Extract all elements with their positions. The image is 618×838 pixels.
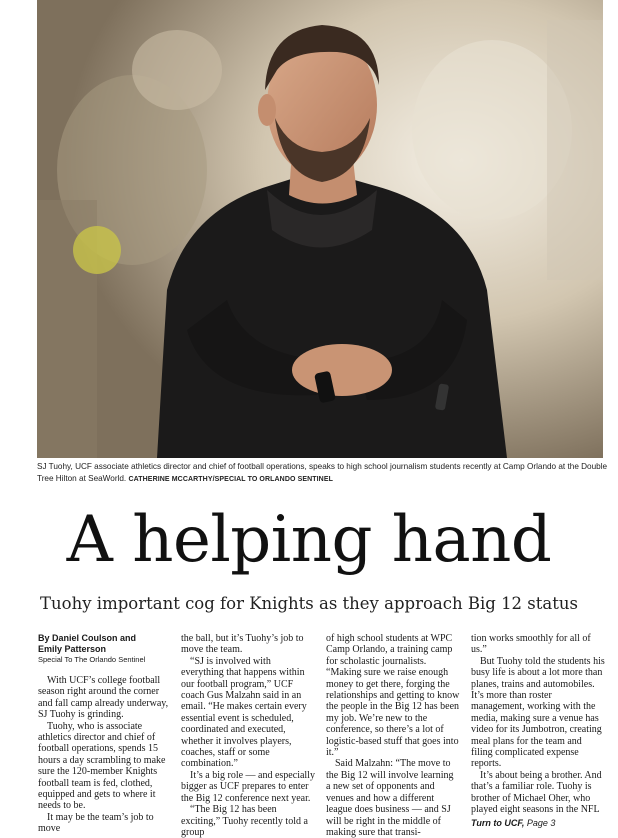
- lead-photo: [37, 0, 603, 458]
- paragraph: “SJ is involved with everything that happens within our football program,” UCF coach Gus Malzahn said in an email. “He makes certain every essential event is scheduled, coordinated and executed, whether it involves players, coaches, staff or some combination.”: [181, 655, 307, 770]
- paragraph: tion works smoothly for all of us.”: [471, 633, 591, 656]
- caption-text: SJ Tuohy, UCF associate athletics director and chief of football operations, speaks to high school journalism students recently at Camp Orlando at the Double Tree Hilton at SeaWorld.: [37, 462, 608, 483]
- jump-label: Turn to UCF,: [471, 817, 525, 828]
- paragraph: the ball, but it’s Tuohy’s job to move the team.: [181, 633, 304, 656]
- headline: A helping hand: [66, 503, 552, 577]
- speaker-photo-illustration: [37, 0, 603, 458]
- paragraph: It may be the team’s job to move: [38, 811, 154, 835]
- byline-authors-1: By Daniel Coulson and: [38, 633, 137, 643]
- article-column-3: [326, 633, 460, 838]
- jump-line[interactable]: [471, 818, 605, 829]
- paragraph: of high school students at WPC Camp Orlando, a training camp for scholastic journalists. “Making sure we raise enough money to get there, forging the relationships and getting to know the people in the Big 12 has been my job. We’re new to the conference, so there’s a lot of logistic-based stuff that goes into it.”: [326, 633, 460, 759]
- article-column-1: [38, 633, 170, 835]
- subheadline: Tuohy important cog for Knights as they approach Big 12 status: [40, 594, 578, 613]
- article-column-2: [181, 633, 315, 838]
- photo-credit: CATHERINE MCCARTHY/SPECIAL TO ORLANDO SENTINEL: [128, 475, 333, 483]
- paragraph: But Tuohy told the students his busy life is about a lot more than planes, trains and automobiles. It’s more than roster management, working with the media, making sure a venue has video for its Jumbotron, creating meal plans for the team and filing complicated expense reports.: [471, 655, 605, 770]
- jump-page: Page 3: [526, 817, 556, 828]
- paragraph: It’s a big role — and especially bigger as UCF prepares to enter the Big 12 conference next year.: [181, 769, 315, 804]
- paragraph: Said Malzahn: “The move to the Big 12 will involve learning a new set of opponents and venues and how a different league does business — and SJ will be right in the middle of making sure that transi-: [326, 758, 454, 838]
- byline-affiliation: Special To The Orlando Sentinel: [38, 655, 146, 664]
- paragraph: It’s about being a brother. And that’s a familiar role. Tuohy is brother of Michael Oher, who played eight seasons in the NFL: [471, 769, 602, 816]
- paragraph: “The Big 12 has been exciting,” Tuohy recently told a group: [181, 804, 308, 838]
- byline-authors-2: Emily Patterson: [38, 644, 107, 654]
- paragraph: With UCF’s college football season right around the corner and fall camp already underway, SJ Tuohy is grinding.: [38, 675, 169, 721]
- photo-caption: [37, 461, 612, 485]
- paragraph: Tuohy, who is associate athletics director and chief of football operations, spends 15 hours a day scrambling to make sure the 120-member Knights football team is fed, clothed, equipped and gets to where it needs to be.: [38, 720, 166, 812]
- article-column-4: [471, 633, 605, 829]
